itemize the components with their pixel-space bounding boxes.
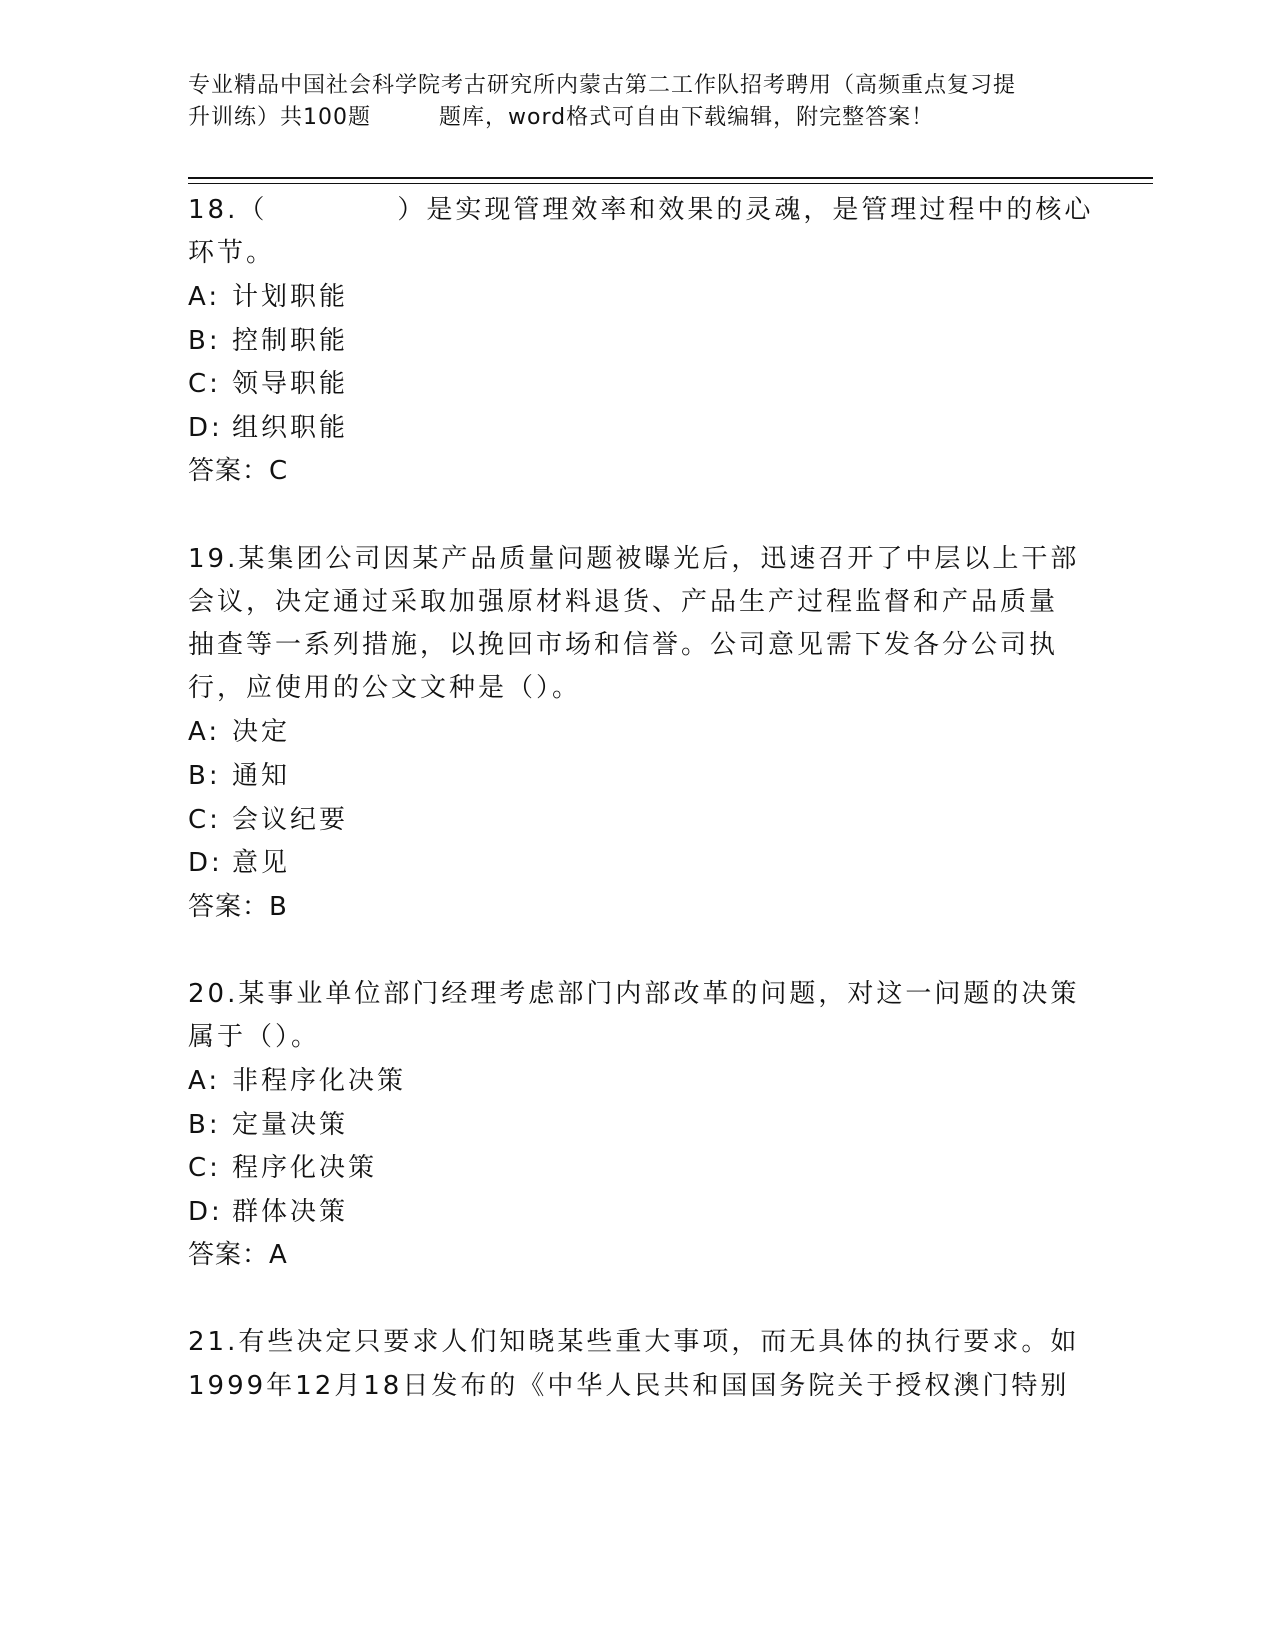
option-label: A: — [188, 1066, 221, 1096]
question-18-option-d — [188, 411, 1088, 445]
question-18-option-b — [188, 324, 1088, 358]
option-text: 组织职能 — [232, 413, 349, 443]
question-20-option-b — [188, 1108, 1088, 1142]
question-21-stem-line-1: 21.有些决定只要求人们知晓某些重大事项，而无具体的执行要求。如 — [188, 1327, 1080, 1357]
option-text: 程序化决策 — [232, 1153, 378, 1183]
option-text: 控制职能 — [232, 326, 349, 356]
question-18-stem-line-2: 环节。 — [188, 238, 276, 268]
option-text: 非程序化决策 — [232, 1066, 407, 1096]
option-text: 意见 — [232, 848, 291, 878]
option-text: 群体决策 — [232, 1197, 349, 1227]
header-line-2-part-1: 升训练）共100题 — [188, 105, 371, 130]
option-text: 领导职能 — [232, 369, 349, 399]
header-line-1: 专业精品中国社会科学院考古研究所内蒙古第二工作队招考聘用（高频重点复习提 — [188, 73, 1017, 98]
question-19-answer: 答案：B — [188, 892, 288, 922]
option-label: C: — [188, 369, 221, 399]
question-19-option-a — [188, 715, 1088, 749]
document-header — [188, 70, 1088, 134]
header-line-2-part-2: 题库，word格式可自由下载编辑，附完整答案！ — [439, 105, 935, 130]
question-18-stem-line-1 — [188, 193, 1094, 227]
header-line-2 — [188, 102, 1088, 134]
question-19-stem-line-2: 会议，决定通过采取加强原材料退货、产品生产过程监督和产品质量 — [188, 587, 1059, 617]
option-label: A: — [188, 717, 221, 747]
question-20-answer: 答案：A — [188, 1240, 288, 1270]
option-label: C: — [188, 805, 221, 835]
option-label: D: — [188, 848, 223, 878]
option-label: C: — [188, 1153, 221, 1183]
question-18-stem-text: ）是实现管理效率和效果的灵魂，是管理过程中的核心 — [397, 195, 1094, 225]
option-label: D: — [188, 1197, 223, 1227]
option-label: A: — [188, 282, 221, 312]
question-19-stem-line-4: 行，应使用的公文文种是（）。 — [188, 673, 582, 703]
option-label: B: — [188, 761, 221, 791]
question-19-stem-line-3: 抽查等一系列措施，以挽回市场和信誉。公司意见需下发各分公司执 — [188, 630, 1059, 660]
header-divider-thick — [188, 177, 1153, 179]
option-text: 计划职能 — [232, 282, 349, 312]
option-text: 决定 — [232, 717, 291, 747]
option-label: B: — [188, 326, 221, 356]
question-20-stem-line-1: 20.某事业单位部门经理考虑部门内部改革的问题，对这一问题的决策 — [188, 979, 1080, 1009]
question-18-answer: 答案：C — [188, 456, 289, 486]
question-19-stem-line-1: 19.某集团公司因某产品质量问题被曝光后，迅速召开了中层以上干部 — [188, 544, 1080, 574]
question-18-option-a — [188, 280, 1088, 314]
option-label: B: — [188, 1110, 221, 1140]
question-20-stem-line-2: 属于（）。 — [188, 1022, 321, 1052]
question-19-option-b — [188, 759, 1088, 793]
header-divider-thin — [188, 183, 1153, 184]
question-19-option-d — [188, 846, 1088, 880]
question-18-number: 18.（ — [188, 195, 268, 225]
question-20-option-d — [188, 1195, 1088, 1229]
option-label: D: — [188, 413, 223, 443]
option-text: 定量决策 — [232, 1110, 349, 1140]
question-19-option-c — [188, 803, 1088, 837]
question-21-stem-line-2: 1999年12月18日发布的《中华人民共和国国务院关于授权澳门特别 — [188, 1371, 1070, 1401]
option-text: 通知 — [232, 761, 291, 791]
question-20-option-c — [188, 1151, 1088, 1185]
question-18-option-c — [188, 367, 1088, 401]
question-20-option-a — [188, 1064, 1088, 1098]
option-text: 会议纪要 — [232, 805, 349, 835]
